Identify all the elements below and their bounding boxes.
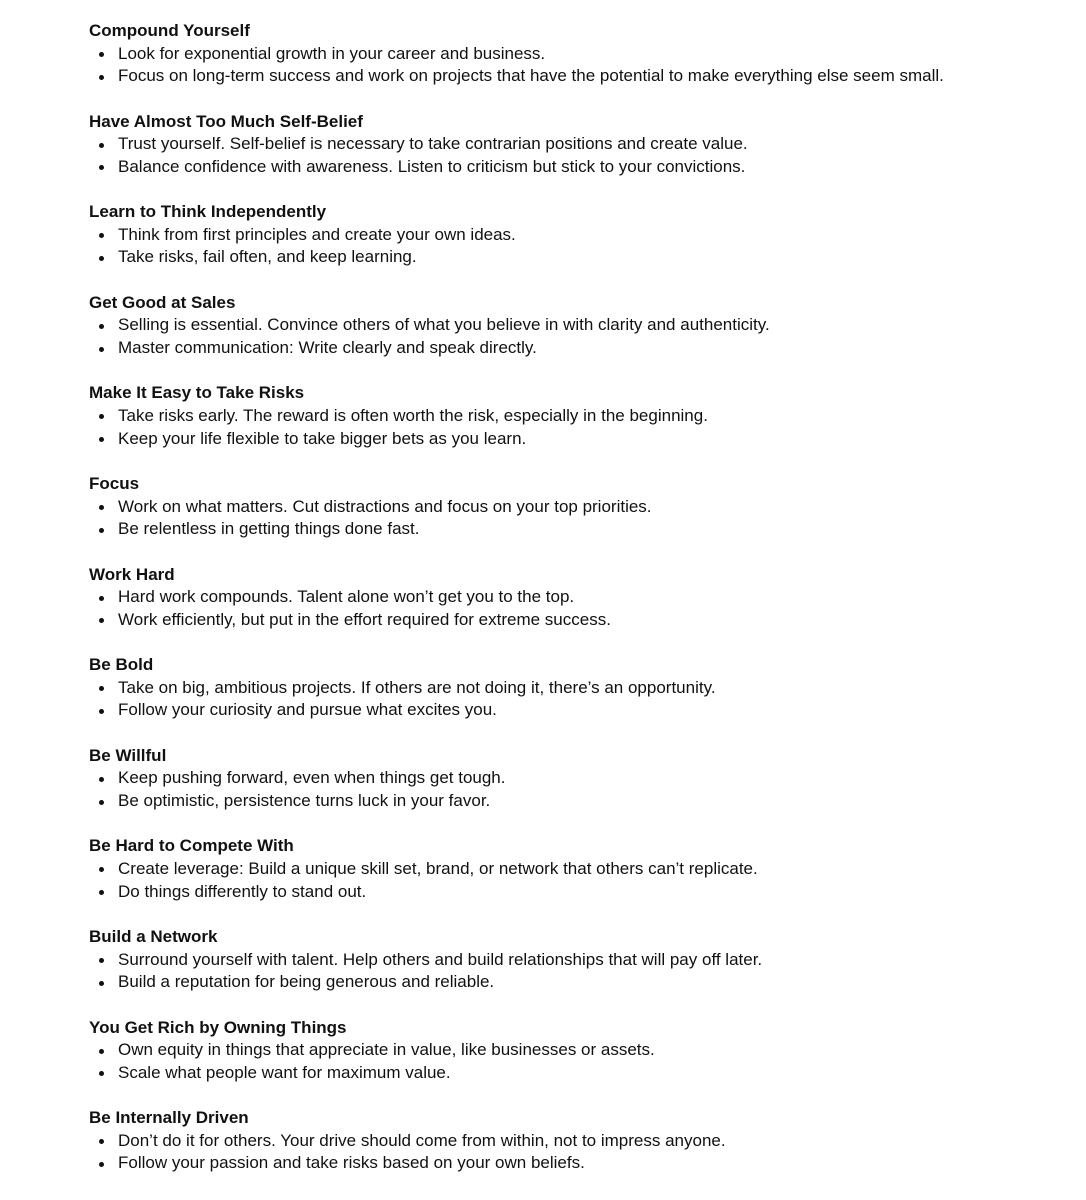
bullet-list (89, 133, 1049, 178)
section-heading: Have Almost Too Much Self-Belief (89, 111, 363, 131)
bullet-list (89, 767, 1049, 812)
section-heading: Learn to Think Independently (89, 202, 327, 222)
section (89, 111, 1049, 202)
bullet-item: Don’t do it for others. Your drive should come from within, not to impress anyone. (89, 1130, 1049, 1153)
section (89, 745, 1049, 836)
bullet-list (89, 1130, 1049, 1175)
bullet-item: Work on what matters. Cut distractions and focus on your top priorities. (89, 496, 1049, 519)
section-heading: Work Hard (89, 564, 175, 584)
bullet-item: Focus on long-term success and work on projects that have the potential to make everything else seem small. (89, 65, 1049, 88)
bullet-item: Master communication: Write clearly and speak directly. (89, 337, 1049, 360)
bullet-item: Create leverage: Build a unique skill set, brand, or network that others can’t replicate. (89, 858, 1049, 881)
section-heading: Make It Easy to Take Risks (89, 383, 305, 403)
document (89, 20, 1049, 1198)
section-heading: Build a Network (89, 926, 218, 946)
bullet-list (89, 677, 1049, 722)
bullet-item: Selling is essential. Convince others of what you believe in with clarity and authenticity. (89, 314, 1049, 337)
bullet-item: Take on big, ambitious projects. If others are not doing it, there’s an opportunity. (89, 677, 1049, 700)
bullet-list (89, 224, 1049, 269)
section-heading: Be Internally Driven (89, 1108, 249, 1128)
section (89, 20, 1049, 111)
section (89, 654, 1049, 745)
bullet-item: Think from first principles and create your own ideas. (89, 224, 1049, 247)
bullet-list (89, 858, 1049, 903)
section (89, 473, 1049, 564)
bullet-list (89, 586, 1049, 631)
bullet-item: Trust yourself. Self-belief is necessary to take contrarian positions and create value. (89, 133, 1049, 156)
bullet-item: Be optimistic, persistence turns luck in your favor. (89, 790, 1049, 813)
bullet-list (89, 314, 1049, 359)
section-heading: Be Willful (89, 745, 167, 765)
bullet-list (89, 949, 1049, 994)
bullet-item: Build a reputation for being generous and reliable. (89, 971, 1049, 994)
section (89, 564, 1049, 655)
bullet-list (89, 1039, 1049, 1084)
section (89, 835, 1049, 926)
section (89, 1017, 1049, 1108)
section (89, 926, 1049, 1017)
bullet-list (89, 43, 1049, 88)
bullet-item: Look for exponential growth in your career and business. (89, 43, 1049, 66)
bullet-item: Scale what people want for maximum value. (89, 1062, 1049, 1085)
bullet-item: Keep pushing forward, even when things get tough. (89, 767, 1049, 790)
section-heading: Compound Yourself (89, 21, 250, 40)
section-heading: You Get Rich by Owning Things (89, 1017, 347, 1037)
bullet-item: Own equity in things that appreciate in value, like businesses or assets. (89, 1039, 1049, 1062)
bullet-item: Do things differently to stand out. (89, 881, 1049, 904)
bullet-item: Hard work compounds. Talent alone won’t get you to the top. (89, 586, 1049, 609)
bullet-item: Surround yourself with talent. Help others and build relationships that will pay off later. (89, 949, 1049, 972)
bullet-item: Follow your curiosity and pursue what excites you. (89, 699, 1049, 722)
bullet-item: Take risks early. The reward is often worth the risk, especially in the beginning. (89, 405, 1049, 428)
section-heading: Be Bold (89, 655, 154, 675)
bullet-item: Be relentless in getting things done fast. (89, 518, 1049, 541)
section-heading: Be Hard to Compete With (89, 836, 294, 856)
bullet-item: Keep your life flexible to take bigger bets as you learn. (89, 428, 1049, 451)
section (89, 201, 1049, 292)
section (89, 292, 1049, 383)
section (89, 1107, 1049, 1198)
bullet-item: Take risks, fail often, and keep learning. (89, 246, 1049, 269)
bullet-item: Follow your passion and take risks based on your own beliefs. (89, 1152, 1049, 1175)
bullet-item: Work efficiently, but put in the effort required for extreme success. (89, 609, 1049, 632)
section (89, 382, 1049, 473)
bullet-list (89, 496, 1049, 541)
section-heading: Get Good at Sales (89, 292, 236, 312)
bullet-item: Balance confidence with awareness. Listen to criticism but stick to your convictions. (89, 156, 1049, 179)
section-heading: Focus (89, 473, 140, 493)
bullet-list (89, 405, 1049, 450)
